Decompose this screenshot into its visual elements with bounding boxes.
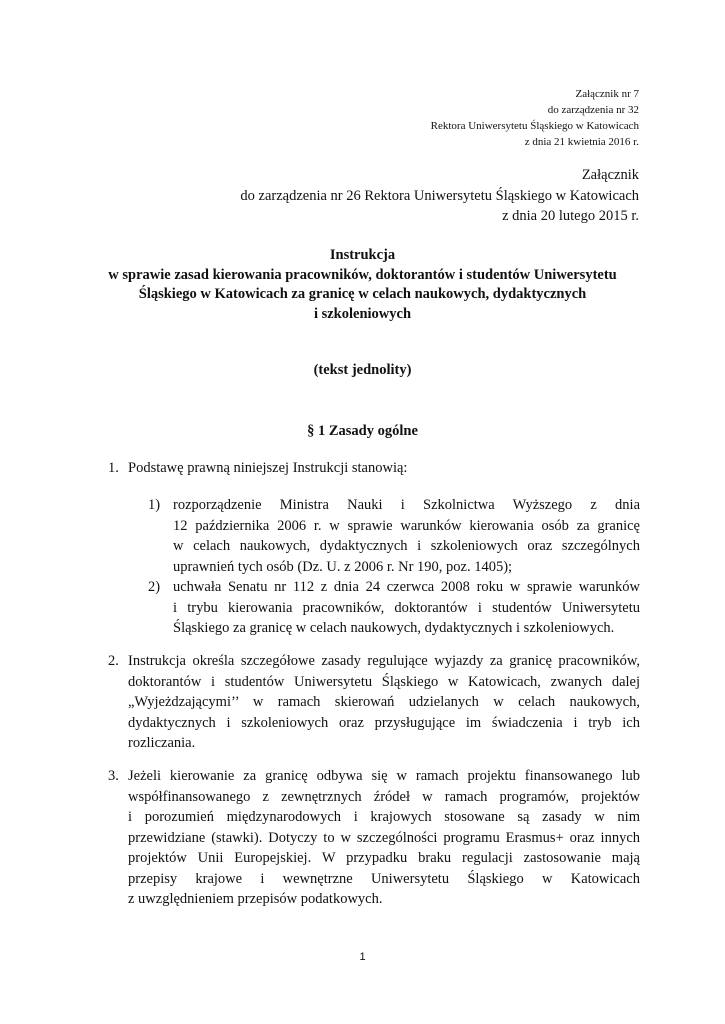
- attachment-label: Załącznik: [581, 167, 639, 183]
- list-item-line: współfinansowanego z zewnętrznych źródeł w ramach programów, projektów: [128, 788, 640, 805]
- sub-item-line: uprawnień tych osób (Dz. U. z 2006 r. Nr 190, poz. 1405);: [173, 558, 513, 575]
- title-line-3: Śląskiego w Katowicach za granicę w celach naukowych, dydaktycznych: [138, 286, 587, 302]
- sub-item-line: uchwała Senatu nr 112 z dnia 24 czerwca 2008 roku w sprawie warunków: [173, 579, 640, 595]
- page-number: 1: [359, 951, 366, 963]
- sub-item-line: Śląskiego za granicę w celach naukowych, dydaktycznych i szkoleniowych.: [173, 620, 615, 636]
- list-item-line: przewidziane (stawki). Dotyczy to w szczególności programu Erasmus+ oraz innych: [128, 829, 640, 846]
- list-item-2: [108, 651, 640, 754]
- sub-item-line: 12 października 2006 r. w sprawie warunków kierowania osób za granicę: [173, 517, 640, 534]
- sub-item-line: rozporządzenie Ministra Nauki i Szkolnictwa Wyższego z dnia: [173, 497, 640, 513]
- attachment-header-small: [431, 86, 639, 150]
- title-line-2: w sprawie zasad kierowania pracowników, doktorantów i studentów Uniwersytetu: [108, 266, 617, 283]
- sub-item-2: [148, 577, 640, 639]
- list-item-3: [108, 766, 640, 910]
- title-line-4: i szkoleniowych: [313, 305, 412, 322]
- list-item-line: rozliczania.: [128, 735, 196, 751]
- list-item-text: Podstawę prawną niniejszej Instrukcji stanowią:: [128, 460, 408, 476]
- list-item-1: [108, 458, 640, 479]
- attachment-number: Załącznik nr 7: [575, 88, 639, 100]
- list-item-line: przepisy krajowe i wewnętrzne Uniwersytetu Śląskiego w Katowicach: [128, 870, 640, 887]
- regulation-reference-main: do zarządzenia nr 26 Rektora Uniwersytetu Śląskiego w Katowicach: [240, 187, 639, 204]
- regulation-reference: do zarządzenia nr 32: [547, 104, 639, 116]
- sub-item-1: [148, 495, 640, 577]
- sub-item-number: 1): [148, 497, 161, 513]
- list-item-number: 3.: [108, 768, 119, 784]
- issuer: Rektora Uniwersytetu Śląskiego w Katowicach: [430, 120, 639, 132]
- list-item-line: i porozumień międzynarodowych i krajowych stosowane są zasady w nim: [128, 809, 640, 825]
- sub-item-line: i trybu kierowania pracowników, doktorantów i studentów Uniwersytetu: [173, 599, 640, 616]
- list-item-line: dydaktycznych i szkoleniowych oraz przysługujące im świadczenia i tryb ich: [128, 714, 640, 731]
- list-item-line: projektów Unii Europejskiej. W przypadku braku regulacji zastosowanie mają: [128, 850, 640, 866]
- section-heading: § 1 Zasady ogólne: [307, 423, 418, 439]
- list-item-number: 2.: [108, 653, 119, 669]
- attachment-header-main: [240, 165, 639, 227]
- list-item-line: z uwzględnieniem przepisów podatkowych.: [128, 891, 383, 907]
- issue-date: z dnia 21 kwietnia 2016 r.: [524, 136, 639, 148]
- sub-item-line: w celach naukowych, dydaktycznych i szkoleniowych oraz szczególnych: [173, 538, 640, 554]
- list-item-line: „Wyjeżdzającymi’’ w ramach skierowań udzielanych w celach naukowych,: [128, 694, 640, 710]
- list-item-line: Instrukcja określa szczegółowe zasady regulujące wyjazdy za granicę pracowników,: [128, 653, 640, 669]
- document-subtitle: (tekst jednolity): [313, 362, 412, 378]
- issue-date-main: z dnia 20 lutego 2015 r.: [502, 208, 639, 224]
- list-item-number: 1.: [108, 460, 119, 476]
- document-title: [0, 246, 725, 324]
- title-line-1: Instrukcja: [329, 247, 396, 263]
- list-item-line: Jeżeli kierowanie za granicę odbywa się w ramach projektu finansowanego lub: [128, 768, 640, 784]
- list-item-line: doktorantów i studentów Uniwersytetu Śląskiego w Katowicach, zwanych dalej: [128, 673, 640, 690]
- sub-item-number: 2): [148, 579, 161, 595]
